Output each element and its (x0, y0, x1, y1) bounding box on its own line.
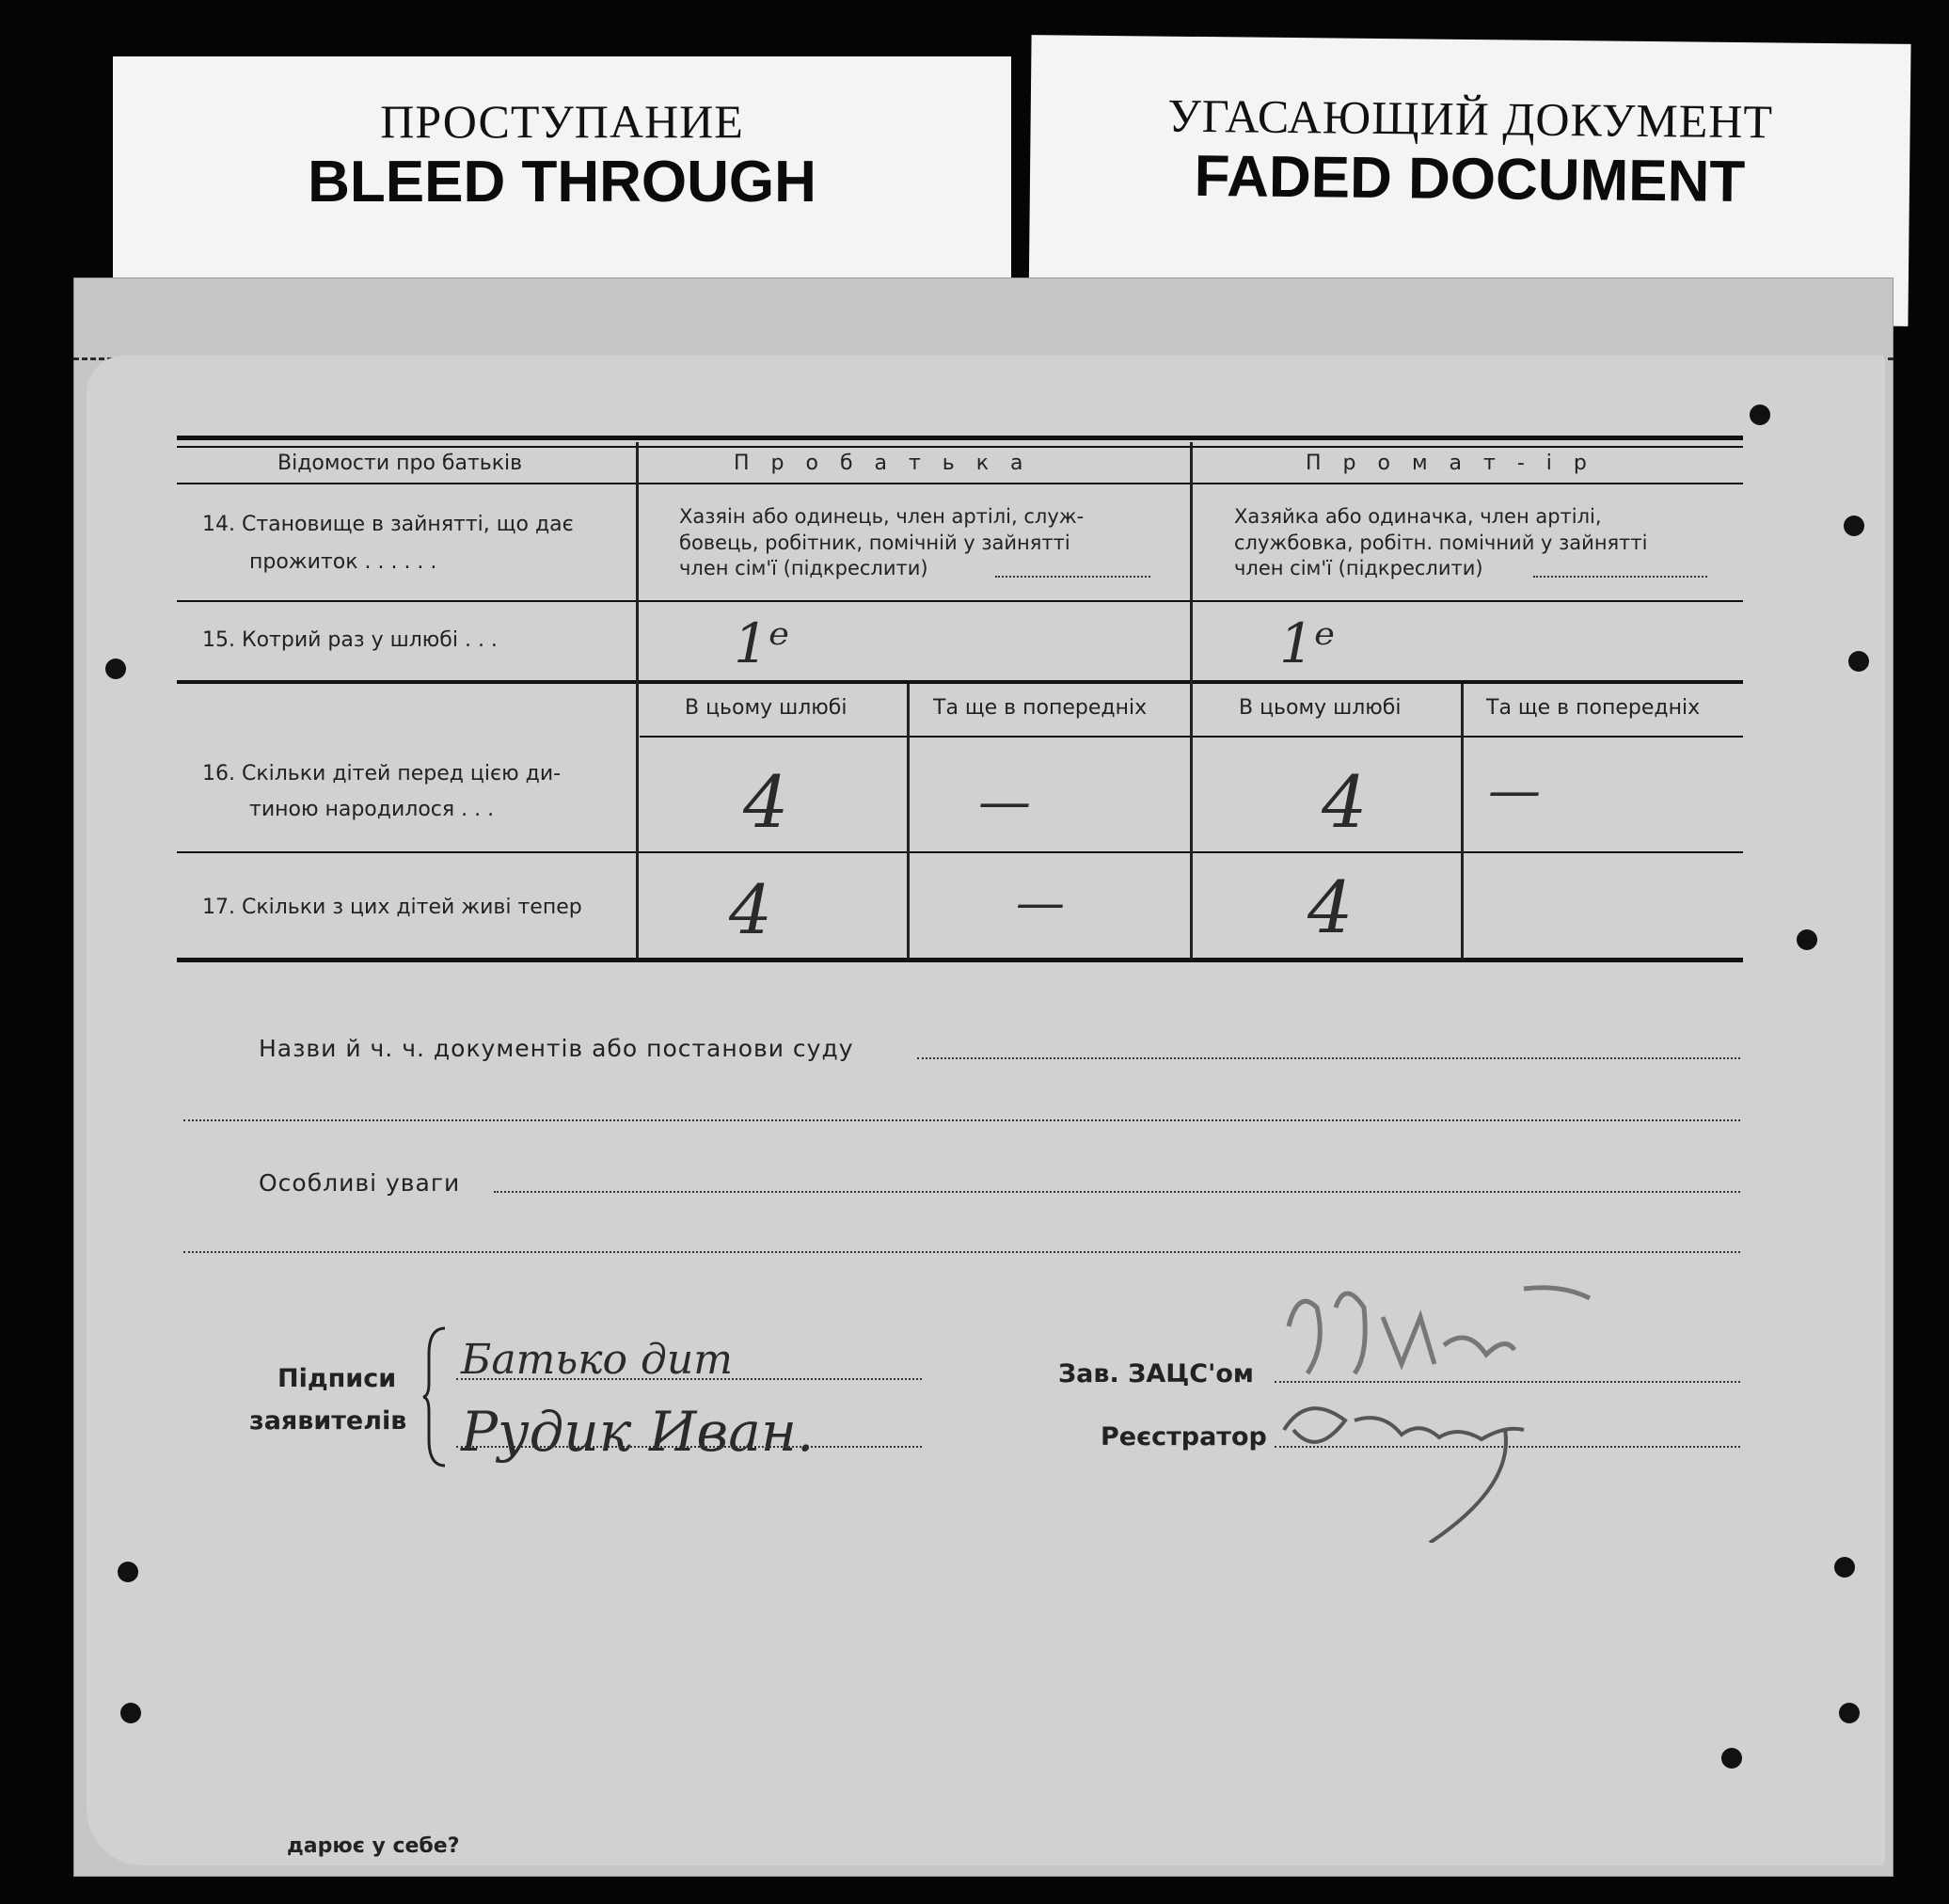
subheader-mother-this-marriage: В цьому шлюбі (1239, 696, 1402, 720)
row-14-mother-dots (1533, 576, 1707, 578)
column-divider (636, 442, 639, 960)
row-17-label: 17. Скільки з цих дітей живі тепер (202, 896, 582, 919)
punch-hole (1834, 1557, 1855, 1578)
applicant-signature-1: Батько дит (461, 1336, 733, 1384)
documents-line-2 (183, 1119, 1740, 1121)
header-about-mother: П р о м а т - і р (1306, 452, 1594, 475)
faded-document-ru-label: УГАСАЮЩИЙ ДОКУМЕНТ (1167, 88, 1774, 149)
column-divider (907, 684, 910, 960)
row-15-rule (177, 680, 1743, 684)
registrar-label: Реєстратор (1101, 1422, 1267, 1452)
document-sheet (87, 356, 1885, 1865)
applicants-label-2: заявителів (249, 1406, 407, 1436)
brace-icon (421, 1326, 450, 1468)
row-16-father-this: 4 (743, 760, 789, 844)
column-divider (1190, 442, 1193, 960)
row-14-father-line2: бовець, робітник, помічній у зайнятті (679, 532, 1070, 554)
documents-line (917, 1057, 1740, 1059)
row-14-label-cont: прожиток . . . . . . (249, 550, 437, 574)
applicants-label-1: Підписи (277, 1364, 397, 1393)
punch-hole (1848, 651, 1869, 672)
row-16-mother-prev: — (1488, 760, 1541, 821)
punch-hole (105, 658, 126, 679)
table-top-rule (177, 436, 1743, 440)
table-top-rule-thin (177, 446, 1743, 448)
row-14-label: 14. Становище в зайнятті, що дає (202, 513, 574, 536)
row-16-label: 16. Скільки дітей перед цією ди- (202, 762, 562, 785)
punch-hole (1844, 516, 1864, 536)
column-divider (1461, 684, 1464, 960)
row-14-father-line1: Хазяін або одинець, член артілі, служ- (679, 505, 1085, 528)
row-16-rule (177, 851, 1743, 853)
bleed-through-en-label: BLEED THROUGH (308, 150, 816, 214)
row-16-father-prev: — (978, 771, 1031, 833)
row-16-mother-this: 4 (1322, 760, 1368, 844)
notes-line (494, 1191, 1740, 1193)
row-15-father-value: 1ᵉ (734, 611, 790, 675)
punch-hole (1721, 1748, 1742, 1769)
head-of-registry-label: Зав. ЗАЦС'ом (1058, 1359, 1254, 1388)
row-14-rule (177, 600, 1743, 602)
official-signature-mark (1279, 1270, 1599, 1543)
row-16-label-cont: тиною народилося . . . (249, 798, 495, 821)
faded-document-en-label: FADED DOCUMENT (1194, 143, 1746, 215)
documents-label: Назви й ч. ч. документів або постанови суду (259, 1035, 854, 1062)
row-14-mother-line1: Хазяйка або одиначка, член артілі, (1234, 505, 1602, 528)
table-header-rule (177, 483, 1743, 484)
row-14-mother-line3: член сім'ї (підкреслити) (1234, 557, 1483, 579)
notes-line-2 (183, 1251, 1740, 1253)
punch-hole (1839, 1703, 1860, 1723)
applicant-signature-2: Рудик Иван. (461, 1400, 815, 1464)
applicant-line-1 (456, 1378, 922, 1380)
row-14-father-line3: член сім'ї (підкреслити) (679, 557, 928, 579)
punch-hole (118, 1562, 138, 1582)
punch-hole (120, 1703, 141, 1723)
row-15-label: 15. Котрий раз у шлюбі . . . (202, 628, 498, 652)
applicant-line-2 (456, 1446, 922, 1448)
row-17-mother-this: 4 (1307, 865, 1354, 949)
subheader-mother-previous: Та ще в попередніх (1486, 696, 1701, 720)
row-14-mother-line2: службовка, робітн. помічний у зайнятті (1234, 532, 1648, 554)
header-about-father: П р о б а т ь к а (734, 452, 1031, 475)
row-17-father-prev: — (1016, 875, 1065, 931)
punch-hole (1750, 405, 1770, 425)
row-14-father-dots (995, 576, 1150, 578)
footer-fragment: дарює у себе? (287, 1834, 460, 1858)
bleed-through-ru-label: ПРОСТУПАНИЕ (380, 95, 744, 148)
subheader-father-previous: Та ще в попередніх (933, 696, 1148, 720)
notes-label: Особливі уваги (259, 1169, 461, 1197)
row-15-mother-value: 1ᵉ (1279, 611, 1336, 675)
table-bottom-rule (177, 958, 1743, 962)
header-parents-info: Відомости про батьків (277, 452, 523, 475)
punch-hole (1797, 929, 1817, 950)
subheader-father-this-marriage: В цьому шлюбі (685, 696, 848, 720)
row-17-father-this: 4 (729, 870, 772, 949)
